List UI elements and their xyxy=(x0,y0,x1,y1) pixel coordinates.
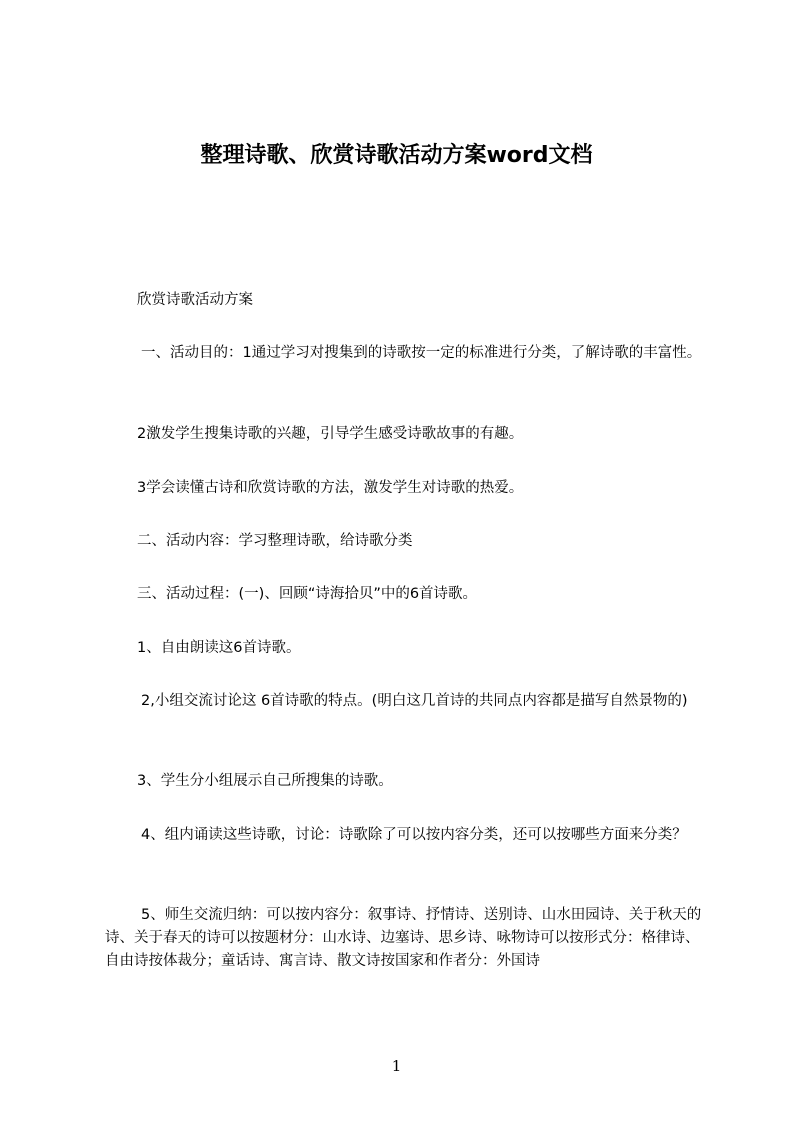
paragraph-step-2: 2,小组交流讨论这 6首诗歌的特点。(明白这几首诗的共同点内容都是描写自然景物的) xyxy=(141,693,688,709)
section-heading: 欣赏诗歌活动方案 xyxy=(137,292,253,308)
paragraph-objective-3: 3学会读懂古诗和欣赏诗歌的方法，激发学生对诗歌的热爱。 xyxy=(137,480,524,496)
paragraph-step-5: 5、师生交流归纳：可以按内容分：叙事诗、抒情诗、送别诗、山水田园诗、关于秋天的诗、关于春天的诗可以按题材分：山水诗、边塞诗、思乡诗、咏物诗可以按形式分：格律诗、自由诗按体裁分；童话诗、寓言诗、散文诗按国家和作者分：外国诗 xyxy=(105,907,702,969)
paragraph-objective-1: 一、活动目的：1通过学习对搜集到的诗歌按一定的标准进行分类，了解诗歌的丰富性。 xyxy=(141,345,702,361)
document-title: 整理诗歌、欣赏诗歌活动方案word文档 xyxy=(200,143,593,168)
page-number: 1 xyxy=(391,1057,402,1075)
paragraph-step-1: 1、自由朗读这6首诗歌。 xyxy=(137,640,301,656)
paragraph-step-3: 3、学生分小组展示自己所搜集的诗歌。 xyxy=(137,773,393,789)
paragraph-process: 三、活动过程：(一)、回顾“诗海拾贝”中的6首诗歌。 xyxy=(137,586,478,602)
paragraph-objective-2: 2激发学生搜集诗歌的兴趣，引导学生感受诗歌故事的有趣。 xyxy=(137,426,524,442)
paragraph-step-4: 4、组内诵读这些诗歌，讨论：诗歌除了可以按内容分类，还可以按哪些方面来分类？ xyxy=(141,827,687,843)
paragraph-content: 二、活动内容：学习整理诗歌，给诗歌分类 xyxy=(137,533,413,549)
